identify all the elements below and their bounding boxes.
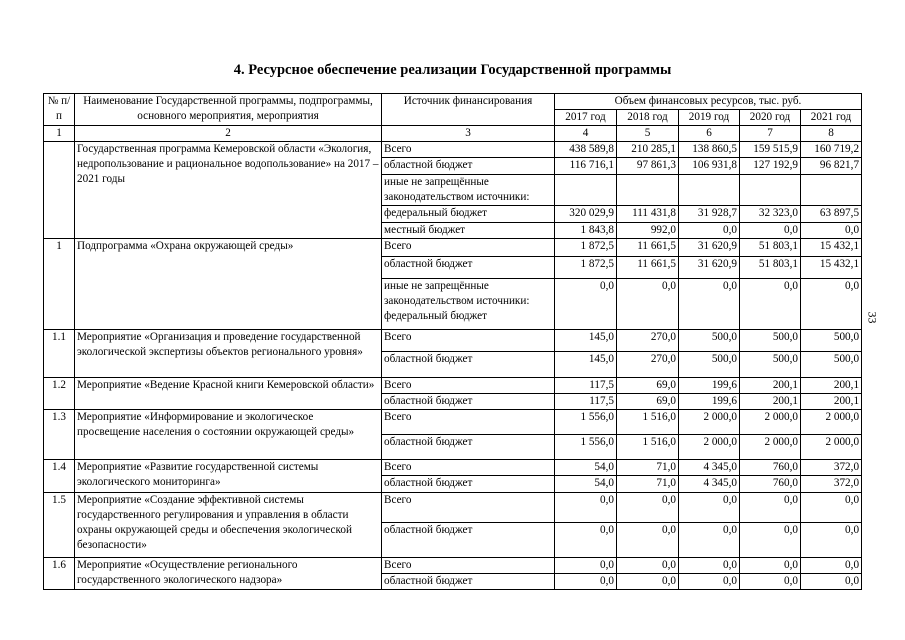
amount-cell: 0,0 [740,223,801,239]
column-number: 2 [75,126,382,142]
funding-source: Всего [382,558,555,574]
amount-cell: 1 516,0 [617,410,679,435]
amount-cell: 159 515,9 [740,142,801,158]
header-year: 2017 год [555,110,617,126]
funding-source: областной бюджет [382,352,555,378]
header-num: № п/п [44,94,75,126]
amount-cell: 71,0 [617,460,679,476]
amount-cell: 500,0 [679,352,740,378]
amount-cell: 0,0 [801,558,862,574]
funding-source: Всего [382,410,555,435]
amount-cell [801,175,862,206]
amount-cell: 1 556,0 [555,410,617,435]
header-year: 2020 год [740,110,801,126]
row-number: 1.4 [44,460,75,493]
amount-cell: 0,0 [740,558,801,574]
amount-cell: 2 000,0 [679,435,740,460]
amount-cell: 11 661,5 [617,257,679,279]
amount-cell: 1 556,0 [555,435,617,460]
amount-cell: 500,0 [740,330,801,352]
table-row [44,330,862,352]
amount-cell: 54,0 [555,476,617,493]
funding-source: федеральный бюджет [382,206,555,223]
funding-source: областной бюджет [382,574,555,590]
header-name: Наименование Государственной программы, подпрограммы, основного мероприятия, мероприятия [75,94,382,126]
amount-cell: 4 345,0 [679,460,740,476]
amount-cell: 500,0 [801,330,862,352]
amount-cell: 0,0 [679,558,740,574]
funding-source: Всего [382,460,555,476]
amount-cell: 1 872,5 [555,239,617,257]
header-year: 2021 год [801,110,862,126]
amount-cell: 51 803,1 [740,257,801,279]
amount-cell: 15 432,1 [801,257,862,279]
column-number: 3 [382,126,555,142]
row-name: Государственная программа Кемеровской области «Экология, недропользование и рациональное водопользование» на 2017 – 2021 годы [75,142,382,239]
funding-source: областной бюджет [382,523,555,558]
amount-cell: 0,0 [617,493,679,523]
amount-cell: 0,0 [740,493,801,523]
amount-cell: 200,1 [740,394,801,410]
header-source: Источник финансирования [382,94,555,126]
funding-source: областной бюджет [382,394,555,410]
funding-source: Всего [382,378,555,394]
funding-source: областной бюджет [382,158,555,175]
row-name: Подпрограмма «Охрана окружающей среды» [75,239,382,330]
amount-cell: 31 928,7 [679,206,740,223]
row-name: Мероприятие «Осуществление регионального государственного экологического надзора» [75,558,382,590]
amount-cell: 0,0 [555,558,617,574]
page-title: 4. Ресурсное обеспечение реализации Государственной программы [233,62,672,78]
amount-cell: 0,0 [617,523,679,558]
header-year: 2019 год [679,110,740,126]
amount-cell: 500,0 [679,330,740,352]
amount-cell: 4 345,0 [679,476,740,493]
row-number: 1 [44,239,75,330]
amount-cell: 500,0 [740,352,801,378]
amount-cell: 0,0 [679,223,740,239]
table-row [44,460,862,476]
amount-cell: 0,0 [801,523,862,558]
funding-source: Всего [382,493,555,523]
row-number: 1.1 [44,330,75,378]
amount-cell: 11 661,5 [617,239,679,257]
row-number [44,142,75,239]
row-name: Мероприятие «Информирование и экологическое просвещение населения о состоянии окружающей среды» [75,410,382,460]
funding-source: иные не запрещённые законодательством источники: [382,175,555,206]
funding-source: областной бюджет [382,476,555,493]
row-name: Мероприятие «Развитие государственной системы экологического мониторинга» [75,460,382,493]
amount-cell: 0,0 [555,493,617,523]
amount-cell: 2 000,0 [801,435,862,460]
amount-cell: 97 861,3 [617,158,679,175]
table-row [44,493,862,523]
amount-cell: 0,0 [555,523,617,558]
table-row [44,378,862,394]
amount-cell: 210 285,1 [617,142,679,158]
amount-cell [555,175,617,206]
amount-cell: 0,0 [740,574,801,590]
column-number: 8 [801,126,862,142]
amount-cell: 200,1 [801,378,862,394]
column-number: 7 [740,126,801,142]
amount-cell: 69,0 [617,394,679,410]
amount-cell: 438 589,8 [555,142,617,158]
amount-cell: 2 000,0 [740,435,801,460]
amount-cell: 1 872,5 [555,257,617,279]
amount-cell: 760,0 [740,476,801,493]
amount-cell: 270,0 [617,330,679,352]
table-row [44,558,862,574]
amount-cell: 96 821,7 [801,158,862,175]
column-number: 6 [679,126,740,142]
row-name: Мероприятие «Организация и проведение государственной экологической экспертизы объектов регионального уровня» [75,330,382,378]
amount-cell: 760,0 [740,460,801,476]
amount-cell: 200,1 [740,378,801,394]
table-body [44,142,862,590]
table-row [44,142,862,158]
page-number: 33 [865,311,880,324]
amount-cell: 31 620,9 [679,239,740,257]
amount-cell: 31 620,9 [679,257,740,279]
header-year: 2018 год [617,110,679,126]
funding-source: Всего [382,239,555,257]
amount-cell: 500,0 [801,352,862,378]
amount-cell: 0,0 [679,279,740,330]
amount-cell: 0,0 [740,279,801,330]
amount-cell: 0,0 [679,493,740,523]
header-volume: Объем финансовых ресурсов, тыс. руб. [555,94,862,110]
amount-cell: 270,0 [617,352,679,378]
amount-cell: 2 000,0 [740,410,801,435]
amount-cell: 138 860,5 [679,142,740,158]
amount-cell: 117,5 [555,378,617,394]
amount-cell: 106 931,8 [679,158,740,175]
funding-source: Всего [382,142,555,158]
amount-cell [679,175,740,206]
column-number: 4 [555,126,617,142]
row-name: Мероприятие «Создание эффективной системы государственного регулирования и управления в области охраны окружающей среды и обеспечения экологической безопасности» [75,493,382,558]
amount-cell: 992,0 [617,223,679,239]
amount-cell: 0,0 [679,574,740,590]
amount-cell: 111 431,8 [617,206,679,223]
amount-cell: 145,0 [555,330,617,352]
amount-cell: 54,0 [555,460,617,476]
amount-cell: 0,0 [679,523,740,558]
funding-source: областной бюджет [382,257,555,279]
row-number: 1.5 [44,493,75,558]
amount-cell: 0,0 [740,523,801,558]
amount-cell: 51 803,1 [740,239,801,257]
amount-cell: 117,5 [555,394,617,410]
amount-cell: 0,0 [801,493,862,523]
amount-cell: 160 719,2 [801,142,862,158]
amount-cell: 127 192,9 [740,158,801,175]
amount-cell: 32 323,0 [740,206,801,223]
amount-cell: 15 432,1 [801,239,862,257]
table-row [44,410,862,435]
funding-source: областной бюджет [382,435,555,460]
row-number: 1.6 [44,558,75,590]
amount-cell: 0,0 [801,223,862,239]
column-number: 5 [617,126,679,142]
amount-cell [740,175,801,206]
funding-source: Всего [382,330,555,352]
amount-cell: 2 000,0 [801,410,862,435]
row-number: 1.3 [44,410,75,460]
table-row [44,239,862,257]
amount-cell: 320 029,9 [555,206,617,223]
amount-cell: 0,0 [617,574,679,590]
row-number: 1.2 [44,378,75,410]
amount-cell: 372,0 [801,476,862,493]
amount-cell: 199,6 [679,378,740,394]
amount-cell: 0,0 [617,279,679,330]
amount-cell: 200,1 [801,394,862,410]
amount-cell: 2 000,0 [679,410,740,435]
amount-cell: 1 843,8 [555,223,617,239]
amount-cell: 0,0 [555,574,617,590]
amount-cell: 1 516,0 [617,435,679,460]
amount-cell: 63 897,5 [801,206,862,223]
amount-cell: 145,0 [555,352,617,378]
amount-cell: 116 716,1 [555,158,617,175]
amount-cell: 372,0 [801,460,862,476]
amount-cell: 0,0 [617,558,679,574]
resource-table [43,93,862,590]
amount-cell: 69,0 [617,378,679,394]
funding-source: иные не запрещённые законодательством источники: федеральный бюджет [382,279,555,330]
amount-cell: 71,0 [617,476,679,493]
funding-source: местный бюджет [382,223,555,239]
amount-cell: 199,6 [679,394,740,410]
amount-cell [617,175,679,206]
column-number: 1 [44,126,75,142]
row-name: Мероприятие «Ведение Красной книги Кемеровской области» [75,378,382,410]
amount-cell: 0,0 [801,574,862,590]
amount-cell: 0,0 [801,279,862,330]
amount-cell: 0,0 [555,279,617,330]
